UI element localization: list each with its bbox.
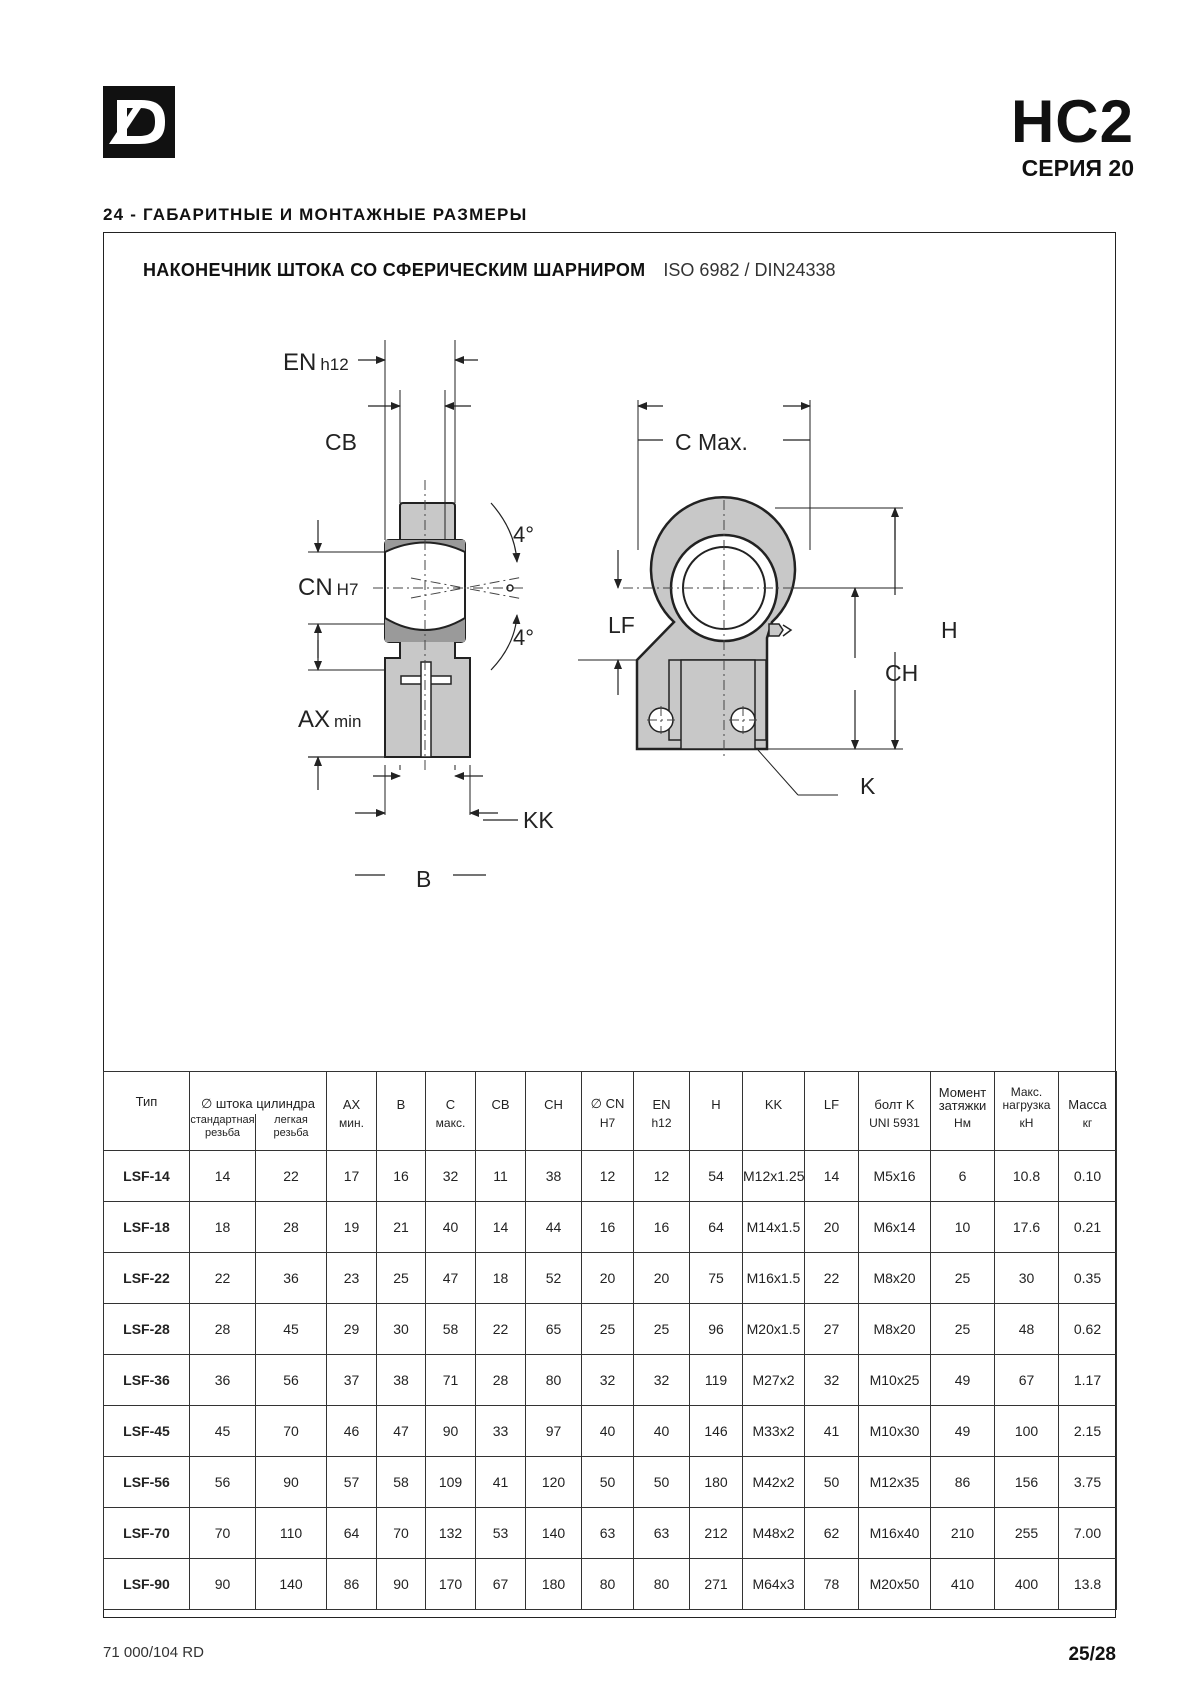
table-cell: 67	[995, 1355, 1059, 1406]
table-cell: 86	[327, 1559, 377, 1610]
company-logo	[103, 86, 175, 158]
table-cell: 29	[327, 1304, 377, 1355]
table-cell: M8x20	[859, 1304, 931, 1355]
table-cell: 400	[995, 1559, 1059, 1610]
series-code: HC2	[1010, 88, 1134, 155]
table-cell: M10x30	[859, 1406, 931, 1457]
table-cell: 36	[256, 1253, 327, 1304]
table-cell: 32	[426, 1151, 476, 1202]
table-row	[104, 1457, 1117, 1508]
label-k: K	[860, 773, 876, 799]
label-kk: KK	[523, 807, 554, 833]
table-cell: 22	[256, 1151, 327, 1202]
table-cell: 32	[805, 1355, 859, 1406]
table-cell: 100	[995, 1406, 1059, 1457]
table-cell: 32	[582, 1355, 634, 1406]
table-cell: 70	[377, 1508, 426, 1559]
standard-reference: ISO 6982 / DIN24338	[663, 260, 836, 280]
table-cell: 36	[190, 1355, 256, 1406]
table-cell: 64	[690, 1202, 743, 1253]
row-type-cell: LSF-45	[104, 1406, 190, 1457]
table-cell: 75	[690, 1253, 743, 1304]
table-cell: 54	[690, 1151, 743, 1202]
table-row	[104, 1559, 1117, 1610]
label-angle-top: 4°	[513, 522, 535, 547]
table-cell: 63	[582, 1508, 634, 1559]
table-cell: M48x2	[743, 1508, 805, 1559]
table-cell: 67	[476, 1559, 526, 1610]
row-type-cell: LSF-18	[104, 1202, 190, 1253]
table-cell: 21	[377, 1202, 426, 1253]
table-cell: M64x3	[743, 1559, 805, 1610]
table-row	[104, 1151, 1117, 1202]
label-ax: AX min	[298, 706, 362, 733]
table-cell: 50	[634, 1457, 690, 1508]
table-cell: 156	[995, 1457, 1059, 1508]
table-cell: 70	[256, 1406, 327, 1457]
col-lf: LF	[805, 1072, 859, 1115]
table-cell: M10x25	[859, 1355, 931, 1406]
table-cell: 78	[805, 1559, 859, 1610]
col-bolt: болт K	[859, 1072, 931, 1115]
col-ax: AX	[327, 1072, 377, 1115]
table-cell: M20x50	[859, 1559, 931, 1610]
col-c: C	[426, 1072, 476, 1115]
col-mass: Масса	[1059, 1072, 1117, 1115]
col-b: B	[377, 1072, 426, 1115]
table-cell: 109	[426, 1457, 476, 1508]
table-cell: 56	[190, 1457, 256, 1508]
table-cell: 30	[995, 1253, 1059, 1304]
table-cell: 19	[327, 1202, 377, 1253]
col-cn-tol: H7	[582, 1114, 634, 1151]
col-cb: CB	[476, 1072, 526, 1115]
table-cell: 25	[931, 1304, 995, 1355]
row-type-cell: LSF-70	[104, 1508, 190, 1559]
table-cell: 49	[931, 1355, 995, 1406]
label-ch: CH	[885, 660, 919, 686]
row-type-cell: LSF-22	[104, 1253, 190, 1304]
table-cell: 20	[634, 1253, 690, 1304]
table-cell: 140	[256, 1559, 327, 1610]
table-cell: 70	[190, 1508, 256, 1559]
table-cell: 18	[476, 1253, 526, 1304]
table-cell: 50	[582, 1457, 634, 1508]
table-cell: M6x14	[859, 1202, 931, 1253]
row-type-cell: LSF-14	[104, 1151, 190, 1202]
table-cell: 17	[327, 1151, 377, 1202]
label-b: B	[416, 866, 432, 892]
table-cell: 0.35	[1059, 1253, 1117, 1304]
table-cell: 58	[426, 1304, 476, 1355]
col-ax-unit: мин.	[327, 1114, 377, 1151]
table-cell: 14	[805, 1151, 859, 1202]
subsection-title	[143, 260, 836, 281]
table-cell: 25	[377, 1253, 426, 1304]
table-cell: 119	[690, 1355, 743, 1406]
label-cn: CN H7	[298, 574, 359, 601]
col-type: Тип	[104, 1072, 190, 1151]
table-cell: 40	[582, 1406, 634, 1457]
table-cell: M5x16	[859, 1151, 931, 1202]
table-cell: 16	[634, 1202, 690, 1253]
col-en-tol: h12	[634, 1114, 690, 1151]
table-cell: 14	[476, 1202, 526, 1253]
col-bolt-std: UNI 5931	[859, 1114, 931, 1151]
table-cell: 45	[190, 1406, 256, 1457]
col-c-unit: макс.	[426, 1114, 476, 1151]
col-rod: ∅ штока цилиндра	[190, 1072, 327, 1115]
table-cell: 50	[805, 1457, 859, 1508]
col-load: Макс. нагрузка	[995, 1072, 1059, 1115]
table-cell: 12	[634, 1151, 690, 1202]
table-cell: 56	[256, 1355, 327, 1406]
table-cell: 28	[256, 1202, 327, 1253]
label-lf: LF	[608, 612, 635, 638]
row-type-cell: LSF-56	[104, 1457, 190, 1508]
table-cell: 63	[634, 1508, 690, 1559]
table-cell: 47	[426, 1253, 476, 1304]
subsection-heading: НАКОНЕЧНИК ШТОКА СО СФЕРИЧЕСКИМ ШАРНИРОМ	[143, 260, 646, 280]
col-torque-unit: Нм	[931, 1114, 995, 1151]
table-cell: 64	[327, 1508, 377, 1559]
table-cell: 12	[582, 1151, 634, 1202]
col-en: EN	[634, 1072, 690, 1115]
table-cell: 3.75	[1059, 1457, 1117, 1508]
col-rod-std: стандартная резьба	[190, 1114, 256, 1151]
table-cell: 48	[995, 1304, 1059, 1355]
table-cell: 170	[426, 1559, 476, 1610]
table-cell: 17.6	[995, 1202, 1059, 1253]
table-row	[104, 1355, 1117, 1406]
table-cell: 28	[190, 1304, 256, 1355]
table-cell: 180	[690, 1457, 743, 1508]
table-cell: 96	[690, 1304, 743, 1355]
col-kk: KK	[743, 1072, 805, 1115]
table-cell: 41	[805, 1406, 859, 1457]
table-cell: 6	[931, 1151, 995, 1202]
table-row	[104, 1253, 1117, 1304]
row-type-cell: LSF-36	[104, 1355, 190, 1406]
table-cell: 80	[582, 1559, 634, 1610]
table-cell: 146	[690, 1406, 743, 1457]
table-cell: 53	[476, 1508, 526, 1559]
table-row	[104, 1202, 1117, 1253]
table-cell: 0.10	[1059, 1151, 1117, 1202]
document-code: 71 000/104 RD	[103, 1644, 204, 1661]
table-cell: 27	[805, 1304, 859, 1355]
table-cell: 57	[327, 1457, 377, 1508]
series-subtitle: СЕРИЯ 20	[1021, 155, 1134, 181]
col-h: H	[690, 1072, 743, 1115]
table-cell: 132	[426, 1508, 476, 1559]
table-cell: 13.8	[1059, 1559, 1117, 1610]
col-torque: Момент затяжки	[931, 1072, 995, 1115]
table-cell: 140	[526, 1508, 582, 1559]
table-cell: 80	[634, 1559, 690, 1610]
col-mass-unit: кг	[1059, 1114, 1117, 1151]
label-h: H	[941, 617, 958, 643]
col-cn: ∅ CN	[582, 1072, 634, 1115]
table-cell: 25	[931, 1253, 995, 1304]
table-cell: 410	[931, 1559, 995, 1610]
table-cell: 45	[256, 1304, 327, 1355]
table-cell: 11	[476, 1151, 526, 1202]
table-header-row-2	[104, 1114, 1117, 1151]
table-cell: 7.00	[1059, 1508, 1117, 1559]
label-en: EN h12	[283, 349, 349, 376]
col-ch: CH	[526, 1072, 582, 1115]
table-cell: 90	[426, 1406, 476, 1457]
table-cell: 49	[931, 1406, 995, 1457]
table-cell: 41	[476, 1457, 526, 1508]
table-cell: 18	[190, 1202, 256, 1253]
col-load-unit: кН	[995, 1114, 1059, 1151]
table-cell: M8x20	[859, 1253, 931, 1304]
table-row	[104, 1508, 1117, 1559]
table-cell: 210	[931, 1508, 995, 1559]
table-cell: 58	[377, 1457, 426, 1508]
side-view	[385, 503, 470, 757]
page-number: 25/28	[1068, 1644, 1116, 1665]
table-cell: M16x40	[859, 1508, 931, 1559]
table-header-row-1	[104, 1072, 1117, 1115]
table-row	[104, 1304, 1117, 1355]
table-cell: 25	[634, 1304, 690, 1355]
table-cell: 90	[377, 1559, 426, 1610]
table-cell: 1.17	[1059, 1355, 1117, 1406]
dimensions-table	[103, 1071, 1117, 1610]
table-cell: 255	[995, 1508, 1059, 1559]
table-cell: 23	[327, 1253, 377, 1304]
table-cell: 0.62	[1059, 1304, 1117, 1355]
series-header	[1010, 88, 1134, 182]
table-cell: M12x35	[859, 1457, 931, 1508]
table-cell: 2.15	[1059, 1406, 1117, 1457]
table-cell: 16	[377, 1151, 426, 1202]
table-cell: 52	[526, 1253, 582, 1304]
table-cell: M33x2	[743, 1406, 805, 1457]
table-cell: 271	[690, 1559, 743, 1610]
table-cell: 28	[476, 1355, 526, 1406]
table-cell: 37	[327, 1355, 377, 1406]
technical-drawing	[103, 340, 1116, 1080]
table-cell: M16x1.5	[743, 1253, 805, 1304]
table-cell: 40	[634, 1406, 690, 1457]
table-cell: 180	[526, 1559, 582, 1610]
table-cell: 110	[256, 1508, 327, 1559]
table-cell: M42x2	[743, 1457, 805, 1508]
table-cell: 22	[805, 1253, 859, 1304]
table-cell: 30	[377, 1304, 426, 1355]
row-type-cell: LSF-28	[104, 1304, 190, 1355]
table-cell: 10	[931, 1202, 995, 1253]
table-cell: 120	[526, 1457, 582, 1508]
table-cell: 20	[582, 1253, 634, 1304]
table-cell: 46	[327, 1406, 377, 1457]
table-cell: 80	[526, 1355, 582, 1406]
label-cb: CB	[325, 429, 357, 455]
table-cell: 212	[690, 1508, 743, 1559]
table-cell: M12x1.25	[743, 1151, 805, 1202]
table-cell: 90	[190, 1559, 256, 1610]
table-cell: 40	[426, 1202, 476, 1253]
table-cell: 86	[931, 1457, 995, 1508]
table-cell: 90	[256, 1457, 327, 1508]
table-cell: 65	[526, 1304, 582, 1355]
table-cell: 20	[805, 1202, 859, 1253]
table-cell: 62	[805, 1508, 859, 1559]
section-title: 24 - ГАБАРИТНЫЕ И МОНТАЖНЫЕ РАЗМЕРЫ	[103, 205, 528, 224]
label-angle-bottom: 4°	[513, 625, 535, 650]
table-cell: 16	[582, 1202, 634, 1253]
table-row	[104, 1406, 1117, 1457]
table-cell: 38	[377, 1355, 426, 1406]
table-cell: 0.21	[1059, 1202, 1117, 1253]
table-cell: 10.8	[995, 1151, 1059, 1202]
label-c-max: C Max.	[675, 429, 748, 455]
table-cell: 33	[476, 1406, 526, 1457]
table-cell: 38	[526, 1151, 582, 1202]
table-cell: 44	[526, 1202, 582, 1253]
col-rod-light: легкая резьба	[256, 1114, 327, 1151]
table-cell: 32	[634, 1355, 690, 1406]
table-cell: 25	[582, 1304, 634, 1355]
table-cell: 97	[526, 1406, 582, 1457]
table-cell: 22	[190, 1253, 256, 1304]
table-cell: M14x1.5	[743, 1202, 805, 1253]
row-type-cell: LSF-90	[104, 1559, 190, 1610]
table-cell: 47	[377, 1406, 426, 1457]
table-cell: M27x2	[743, 1355, 805, 1406]
table-cell: 71	[426, 1355, 476, 1406]
table-body	[104, 1151, 1117, 1610]
table-cell: 22	[476, 1304, 526, 1355]
table-cell: M20x1.5	[743, 1304, 805, 1355]
table-cell: 14	[190, 1151, 256, 1202]
